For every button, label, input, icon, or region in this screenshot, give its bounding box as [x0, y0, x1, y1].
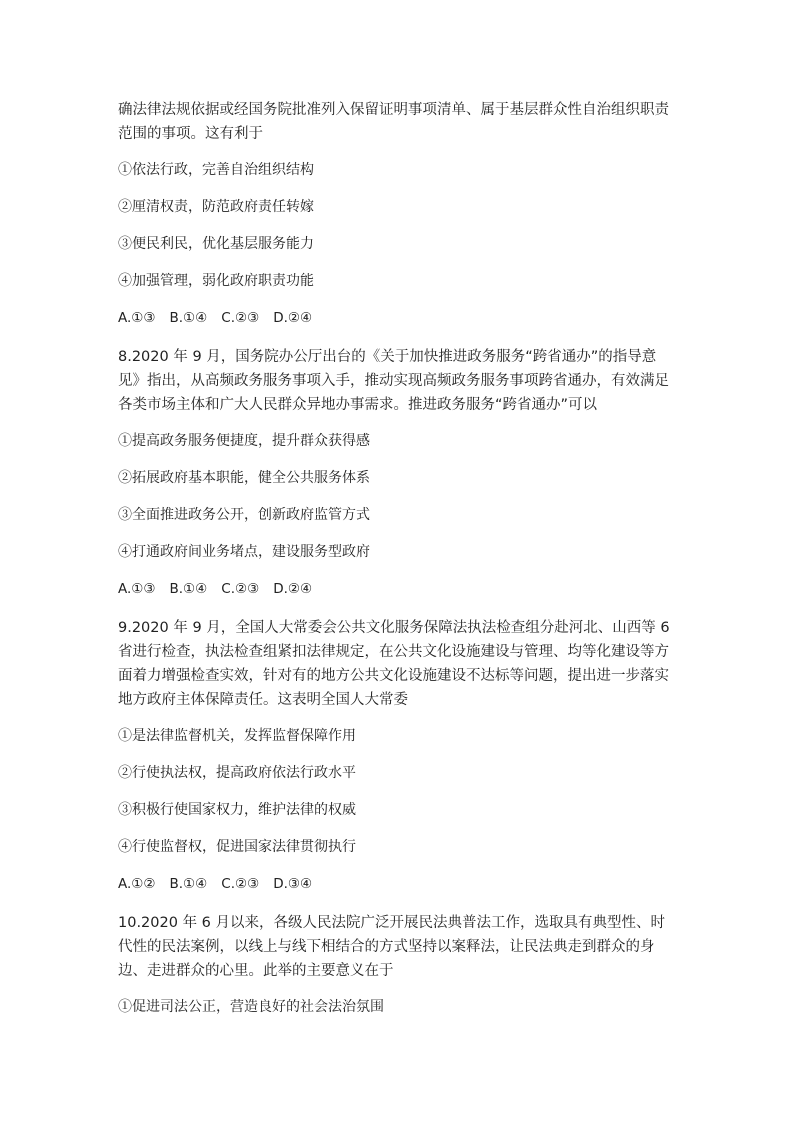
question-9-option-1: ①是法律监督机关，发挥监督保障作用 [118, 728, 356, 744]
choice-d: D.③④ [273, 876, 313, 892]
question-10-option-1: ①促进司法公正，营造良好的社会法治氛围 [118, 999, 384, 1015]
question-9-stem: 9.2020 年 9 月，全国人大常委会公共文化服务保障法执法检查组分赴河北、山西等 6 省进行检查，执法检查组紧扣法律规定，在公共文化设施建设与管理、均等化建设等方面着力增强检查实效，针对有的地方公共文化设施建设不达标等问题，提出进一步落实地方政府主体保障责任。这表明全国人大常委 [118, 620, 670, 708]
choice-d: D.②④ [273, 310, 313, 326]
question-8-option-2: ②拓展政府基本职能，健全公共服务体系 [118, 470, 370, 486]
question-7-stem: 确法律法规依据或经国务院批准列入保留证明事项清单、属于基层群众性自治组织职责范围的事项。这有利于 [118, 102, 669, 142]
question-8-option-4: ④打通政府间业务堵点，建设服务型政府 [118, 544, 370, 560]
question-10-stem: 10.2020 年 6 月以来，各级人民法院广泛开展民法典普法工作，选取具有典型性、时代性的民法案例，以线上与线下相结合的方式坚持以案释法，让民法典走到群众的身边、走进群众的心里。此举的主要意义在于 [118, 915, 666, 979]
choice-b: B.①④ [169, 876, 208, 892]
choice-b: B.①④ [169, 310, 208, 326]
choice-a: A.①③ [118, 581, 156, 597]
question-7-option-1: ①依法行政，完善自治组织结构 [118, 162, 314, 178]
question-7-option-2: ②厘清权责，防范政府责任转嫁 [118, 199, 314, 215]
question-8-stem: 8.2020 年 9 月，国务院办公厅出台的《关于加快推进政务服务“跨省通办”的指导意见》指出，从高频政务服务事项入手，推动实现高频政务服务事项跨省通办，有效满足各类市场主体和广大人民群众异地办事需求。推进政务服务“跨省通办”可以 [118, 349, 669, 413]
choice-c: C.②③ [221, 876, 260, 892]
question-9-option-3: ③积极行使国家权力，维护法律的权威 [118, 802, 356, 818]
question-7-option-4: ④加强管理，弱化政府职责功能 [118, 273, 314, 289]
choice-d: D.②④ [273, 581, 313, 597]
choice-a: A.①② [118, 876, 156, 892]
question-8-choices [118, 578, 678, 600]
choice-c: C.②③ [221, 581, 260, 597]
document-page [118, 92, 678, 1018]
choice-a: A.①③ [118, 310, 156, 326]
question-9-option-2: ②行使执法权，提高政府依法行政水平 [118, 765, 356, 781]
question-9-option-4: ④行使监督权，促进国家法律贯彻执行 [118, 839, 356, 855]
question-7-choices [118, 307, 678, 329]
question-8-option-1: ①提高政务服务便捷度，提升群众获得感 [118, 433, 370, 449]
choice-b: B.①④ [169, 581, 208, 597]
choice-c: C.②③ [221, 310, 260, 326]
question-8-option-3: ③全面推进政务公开，创新政府监管方式 [118, 507, 370, 523]
question-9-choices [118, 873, 678, 895]
question-7-option-3: ③便民利民，优化基层服务能力 [118, 236, 314, 252]
